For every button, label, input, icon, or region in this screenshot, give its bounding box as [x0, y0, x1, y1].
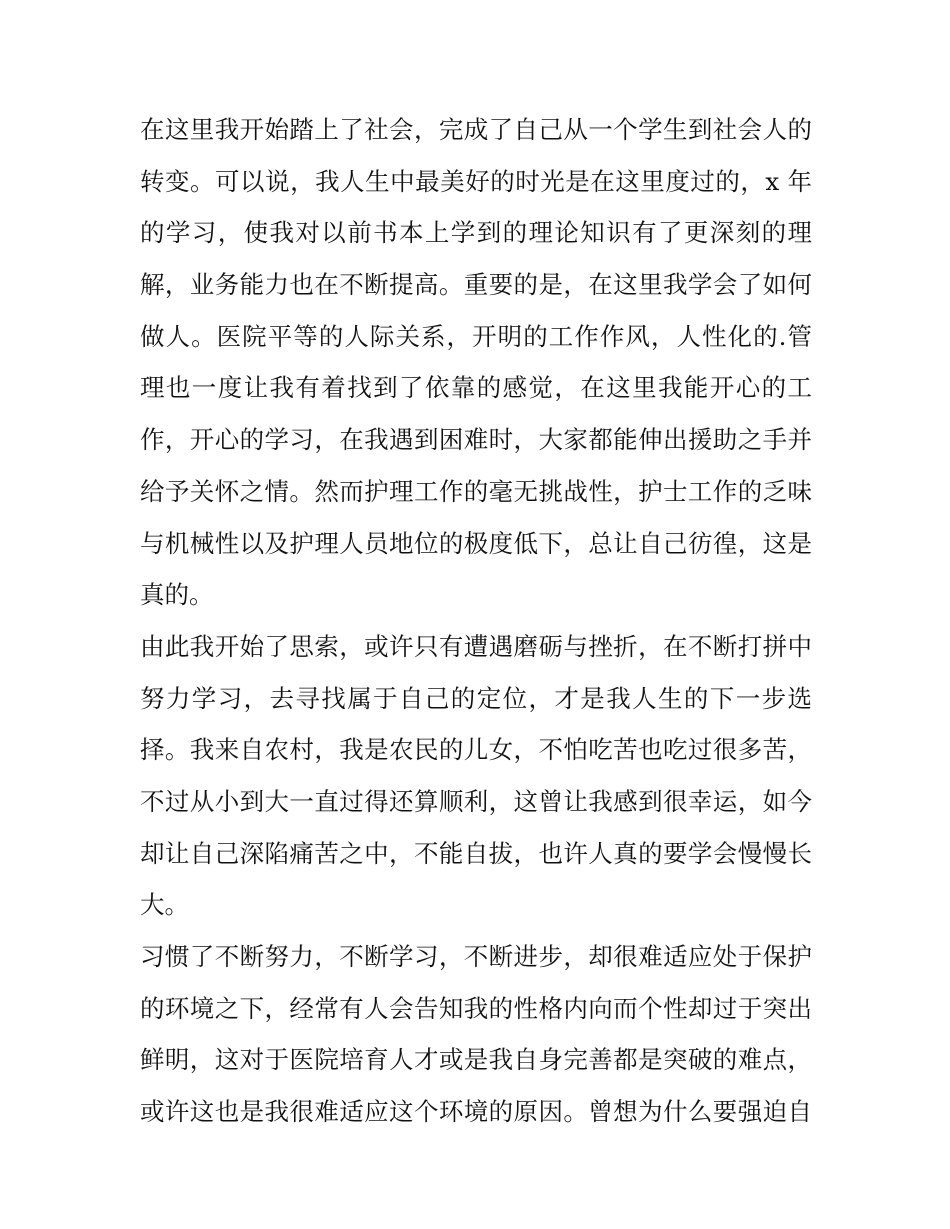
text-line: 转变。可以说，我人生中最美好的时光是在这里度过的，x 年 — [140, 166, 812, 196]
text-line: 解，业务能力也在不断提高。重要的是，在这里我学会了如何 — [140, 270, 812, 300]
document-body — [140, 109, 812, 1143]
text-line: 真的。 — [140, 580, 214, 610]
text-line: 由此我开始了思索，或许只有遭遇磨砺与挫折，在不断打拼中 — [140, 631, 812, 661]
text-line: 的学习，使我对以前书本上学到的理论知识有了更深刻的理 — [140, 218, 812, 248]
text-line: 努力学习，去寻找属于自己的定位，才是我人生的下一步选 — [140, 683, 812, 713]
text-line: 择。我来自农村，我是农民的儿女，不怕吃苦也吃过很多苦， — [140, 735, 812, 765]
paragraph-2 — [140, 626, 812, 936]
text-line: 却让自己深陷痛苦之中，不能自拔，也许人真的要学会慢慢长 — [140, 838, 812, 868]
paragraph-3 — [140, 936, 812, 1143]
text-line: 给予关怀之情。然而护理工作的毫无挑战性，护士工作的乏味 — [140, 476, 812, 506]
text-line: 不过从小到大一直过得还算顺利，这曾让我感到很幸运，如今 — [140, 786, 812, 816]
text-line: 作，开心的学习，在我遇到困难时，大家都能伸出援助之手并 — [140, 425, 812, 455]
text-line: 或许这也是我很难适应这个环境的原因。曾想为什么要强迫自 — [140, 1097, 812, 1127]
text-line: 做人。医院平等的人际关系，开明的工作作风，人性化的.管 — [140, 321, 812, 351]
text-line: 理也一度让我有着找到了依靠的感觉，在这里我能开心的工 — [140, 373, 812, 403]
text-line: 与机械性以及护理人员地位的极度低下，总让自己彷徨，这是 — [140, 528, 812, 558]
text-line: 习惯了不断努力，不断学习，不断进步，却很难适应处于保护 — [140, 942, 812, 971]
text-line: 的环境之下，经常有人会告知我的性格内向而个性却过于突出 — [140, 993, 812, 1023]
text-line: 大。 — [140, 890, 189, 920]
paragraph-1 — [140, 109, 812, 626]
text-line: 鲜明，这对于医院培育人才或是我自身完善都是突破的难点， — [140, 1045, 812, 1075]
text-line: 在这里我开始踏上了社会，完成了自己从一个学生到社会人的 — [140, 115, 812, 144]
